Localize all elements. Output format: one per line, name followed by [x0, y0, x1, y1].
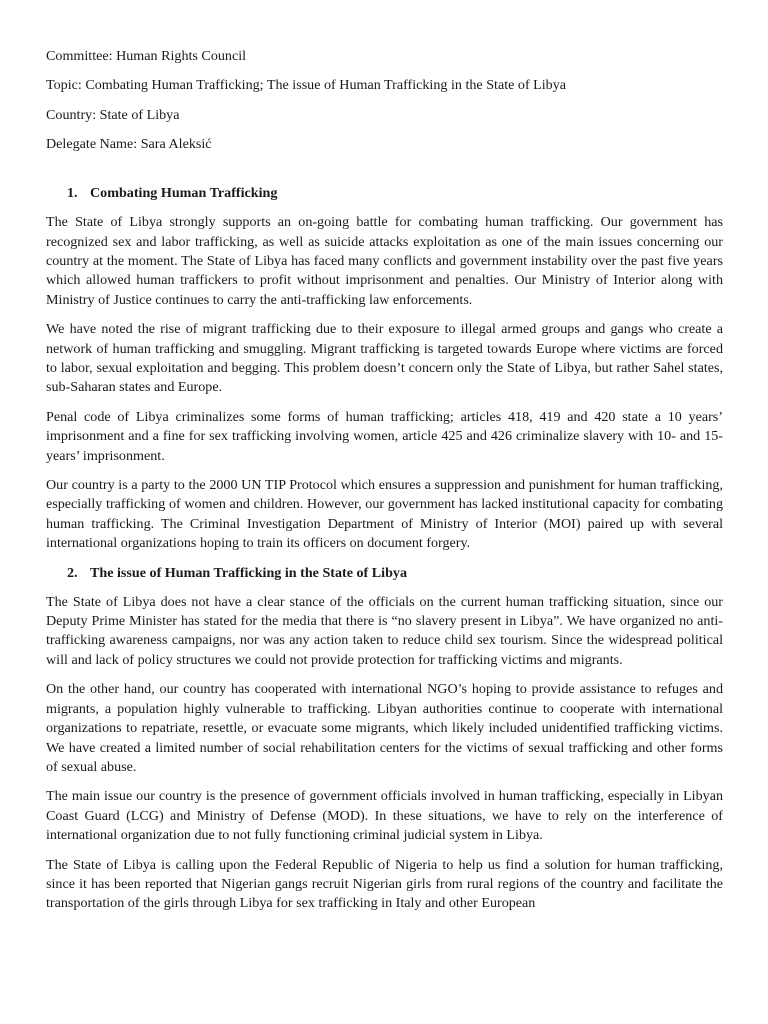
paragraph: We have noted the rise of migrant trafficking due to their exposure to illegal armed groups and gangs who create a network of human trafficking and smuggling. Migrant trafficking is targeted towards Europe where victims are forced to labor, sexual exploitation and begging. This problem doesn’t concern only the State of Libya, but rather Sahel states, sub-Saharan states and Europe.	[46, 321, 723, 396]
paragraph: The main issue our country is the presence of government officials involved in human trafficking, especially in Libyan Coast Guard (LCG) and Ministry of Defense (MOD). In these situations, we have to rely on the interference of international organization due to not fully functioning criminal judicial system in Libya.	[46, 788, 723, 844]
document-header	[46, 47, 723, 153]
country-line: Country: State of Libya	[46, 106, 180, 123]
topic-line: Topic: Combating Human Trafficking; The issue of Human Trafficking in the State of Libya	[46, 77, 567, 94]
section-combating-trafficking	[46, 184, 723, 554]
committee-line: Committee: Human Rights Council	[46, 48, 247, 64]
section-heading	[46, 184, 723, 202]
section-trafficking-in-libya	[46, 564, 723, 914]
paragraph: Penal code of Libya criminalizes some forms of human trafficking; articles 418, 419 and 420 state a 10 years’ imprisonment and a fine for sex trafficking involving women, article 425 and 426 criminalize slavery with 10- and 15-years’ imprisonment.	[46, 408, 723, 464]
section-number: 2.	[67, 564, 78, 581]
paragraph: The State of Libya is calling upon the Federal Republic of Nigeria to help us find a solution for human trafficking, since it has been reported that Nigerian gangs recruit Nigerian girls from rural regions of the country and facilitate the transportation of the girls through Libya for sex trafficking in Italy and other European	[46, 856, 723, 912]
paragraph: The State of Libya strongly supports an on-going battle for combating human trafficking. Our government has recognized sex and labor trafficking, as well as suicide attacks exploitation as one of the main issues concerning our country at the moment. The State of Libya has faced many conflicts and government instability over the past five years which allowed human traffickers to profit without imprisonment and penalties. Our Ministry of Interior along with Ministry of Justice continues to carry the anti-trafficking law enforcements.	[46, 214, 723, 308]
paragraph: On the other hand, our country has cooperated with international NGO’s hoping to provide assistance to refuges and migrants, a population highly vulnerable to trafficking. Libyan authorities continue to cooperate with international organizations to repatriate, resettle, or evacuate some migrants, which likely included unidentified trafficking victims. We have created a limited number of social rehabilitation centers for the victims of sexual trafficking and other forms of sexual abuse.	[46, 681, 723, 775]
document-body	[46, 47, 723, 924]
paragraph: The State of Libya does not have a clear stance of the officials on the current human trafficking situation, since our Deputy Prime Minister has stated for the media that there is “no slavery present in Libya”. We have organized no anti-trafficking awareness campaigns, nor was any action taken to reduce child sex tourism. Since the widespread political will and lack of policy structures we could not provide protection for trafficking victims and migrants.	[46, 593, 723, 668]
section-heading	[46, 564, 723, 582]
section-title: Combating Human Trafficking	[90, 185, 278, 202]
section-title: The issue of Human Trafficking in the State of Libya	[90, 564, 408, 581]
section-number: 1.	[67, 185, 78, 202]
delegate-line: Delegate Name: Sara Aleksić	[46, 136, 212, 153]
paragraph: Our country is a party to the 2000 UN TIP Protocol which ensures a suppression and punishment for human trafficking, especially trafficking of women and children. However, our government has lacked institutional capacity for combating human trafficking. The Criminal Investigation Department of Ministry of Interior (MOI) paired up with several international organizations hoping to train its officers on document forgery.	[46, 477, 723, 552]
